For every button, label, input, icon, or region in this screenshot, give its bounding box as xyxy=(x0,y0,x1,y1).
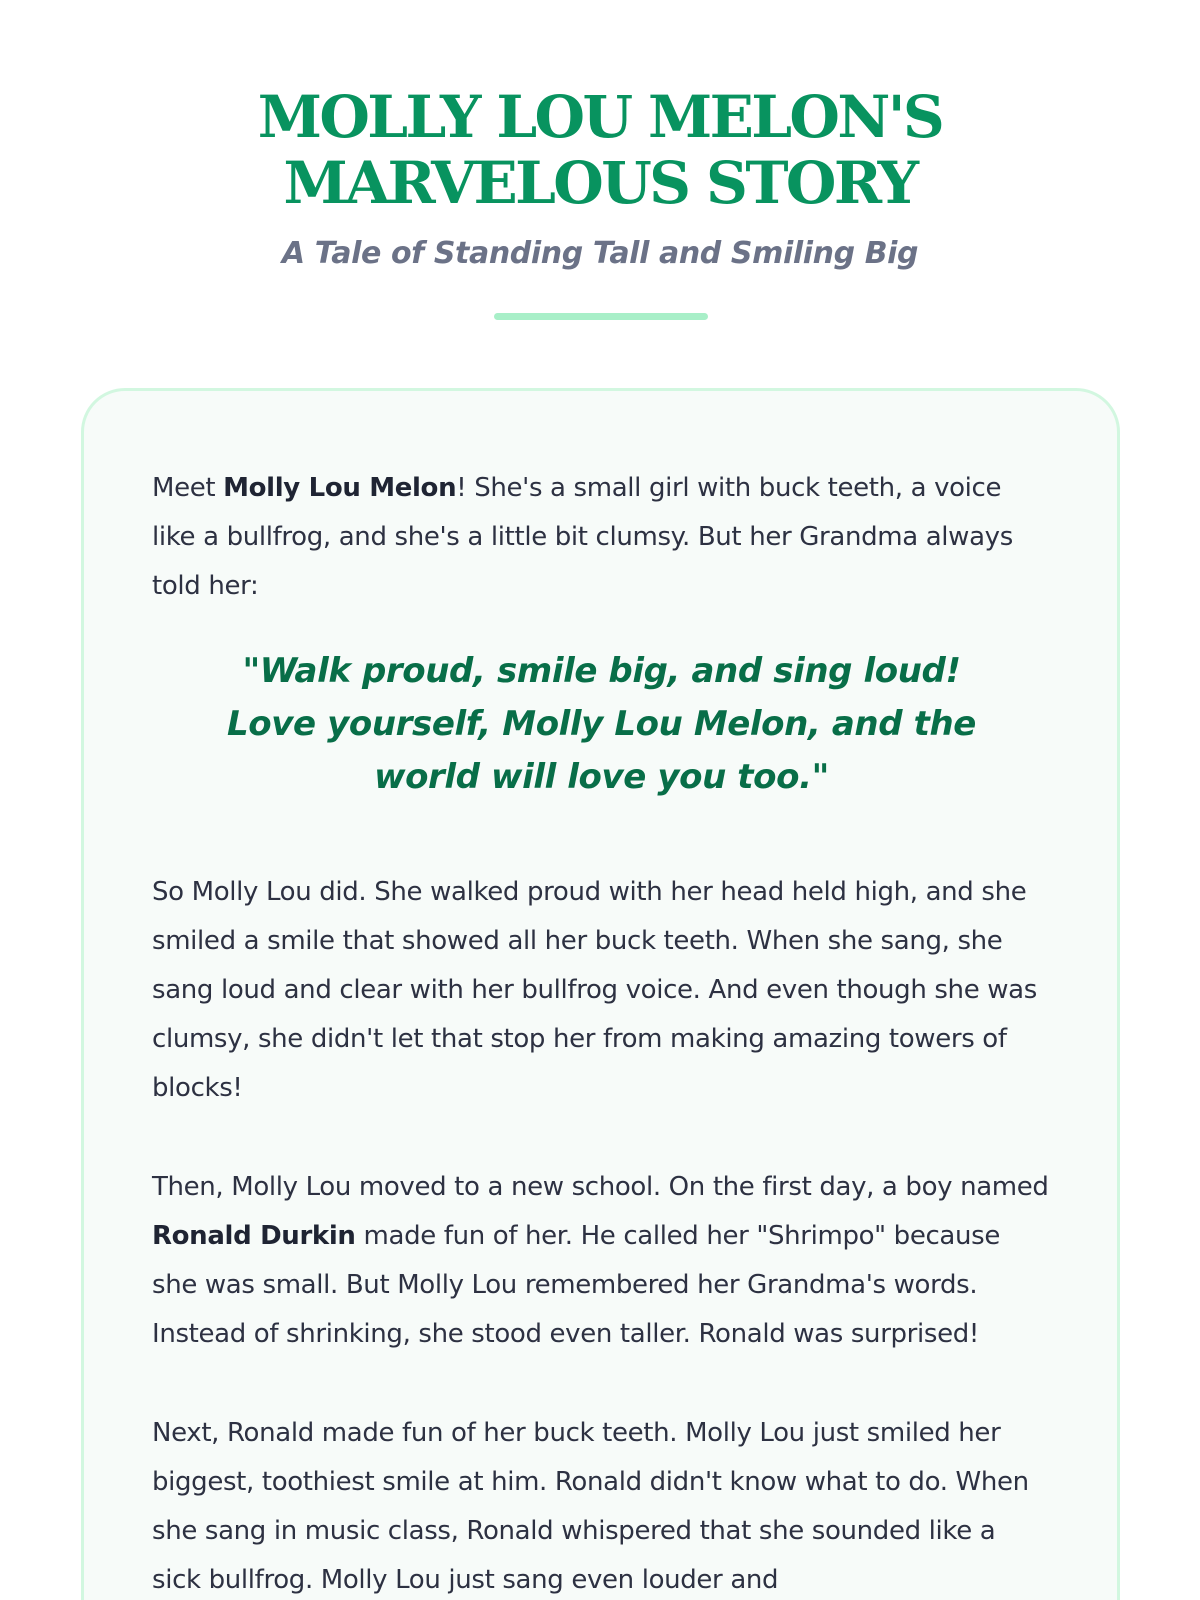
character-name-ronald: Ronald Durkin xyxy=(152,1221,356,1251)
story-card xyxy=(81,388,1120,1600)
intro-text-before: Meet xyxy=(152,473,224,503)
story-paragraph-intro xyxy=(152,464,1051,611)
story-header xyxy=(0,84,1200,272)
story-paragraph-3 xyxy=(152,1163,1051,1359)
page-subtitle: A Tale of Standing Tall and Smiling Big xyxy=(281,236,919,271)
page-title: MOLLY LOU MELON'S MARVELOUS STORY xyxy=(257,83,943,217)
paragraph3-text-before: Then, Molly Lou moved to a new school. On the first day, a boy named xyxy=(152,1172,1049,1202)
character-name-molly: Molly Lou Melon xyxy=(223,473,457,503)
story-paragraph-2: So Molly Lou did. She walked proud with her head held high, and she smiled a smile that showed all her buck teeth. When she sang, she sang loud and clear with her bullfrog voice. And even though she was clumsy, she didn't let that stop her from making amazing towers of blocks! xyxy=(152,877,1037,1103)
story-paragraph-4: Next, Ronald made fun of her buck teeth. Molly Lou just smiled her biggest, toothiest smile at him. Ronald didn't know what to do. When she sang in music class, Ronald whispered that she sounded like a sick bullfrog. Molly Lou just sang even louder and xyxy=(152,1418,1029,1595)
title-divider xyxy=(494,313,708,320)
paragraph3-text-after: made fun of her. He called her "Shrimpo" because she was small. But Molly Lou remembered her Grandma's words. Instead of shrinking, she stood even taller. Ronald was surprised! xyxy=(152,1221,1000,1349)
intro-text-after: ! She's a small girl with buck teeth, a voice like a bullfrog, and she's a little bit clumsy. But her Grandma always told her: xyxy=(152,473,1013,601)
grandma-quote: "Walk proud, smile big, and sing loud! Love yourself, Molly Lou Melon, and the world will love you too." xyxy=(227,651,976,797)
